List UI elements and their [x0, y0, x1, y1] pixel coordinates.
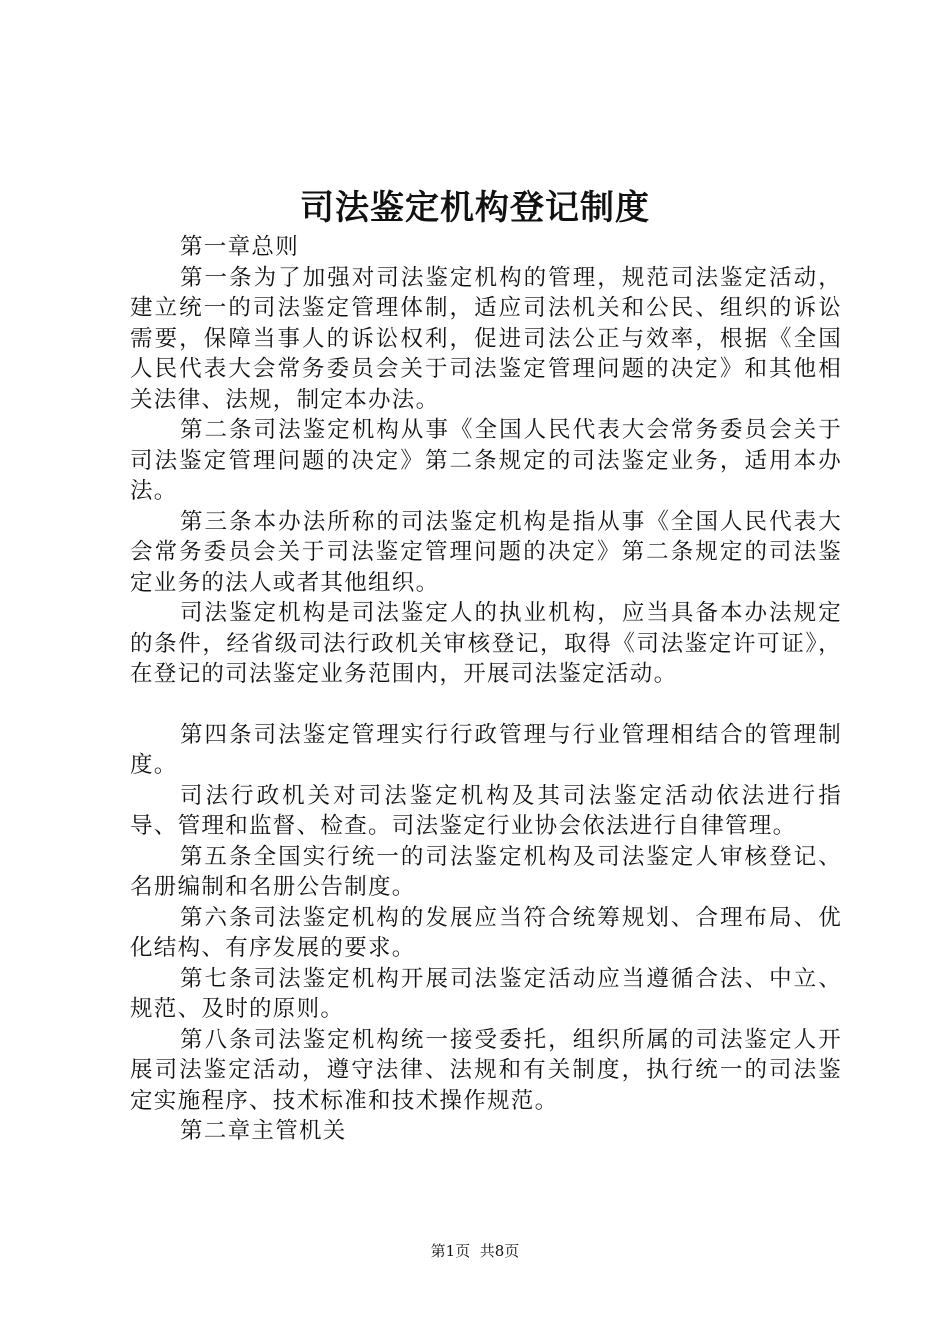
- page-number: 第1页: [430, 1242, 471, 1260]
- article-paragraph: 第三条本办法所称的司法鉴定机构是指从事《全国人民代表大会常务委员会关于司法鉴定管理问题的决定》第二条规定的司法鉴定业务的法人或者其他组织。: [130, 508, 842, 596]
- article-paragraph: 第七条司法鉴定机构开展司法鉴定活动应当遵循合法、中立、规范、及时的原则。: [130, 965, 842, 1022]
- article-paragraph: 第六条司法鉴定机构的发展应当符合统筹规划、合理布局、优化结构、有序发展的要求。: [130, 904, 842, 961]
- article-paragraph: 第八条司法鉴定机构统一接受委托，组织所属的司法鉴定人开展司法鉴定活动，遵守法律、法规和有关制度，执行统一的司法鉴定实施程序、技术标准和技术操作规范。: [130, 1026, 842, 1114]
- document-body: [130, 232, 842, 1147]
- article-paragraph: 第二条司法鉴定机构从事《全国人民代表大会常务委员会关于司法鉴定管理问题的决定》第二条规定的司法鉴定业务，适用本办法。: [130, 417, 842, 504]
- chapter-heading: 第二章主管机关: [180, 1118, 347, 1144]
- page-total: 共8页: [479, 1242, 520, 1260]
- chapter-heading: 第一章总则: [180, 234, 300, 260]
- document-title: 司法鉴定机构登记制度: [300, 188, 650, 228]
- article-paragraph: 第五条全国实行统一的司法鉴定机构及司法鉴定人审核登记、名册编制和名册公告制度。: [130, 843, 842, 900]
- article-paragraph: 司法鉴定机构是司法鉴定人的执业机构，应当具备本办法规定的条件，经省级司法行政机关审核登记，取得《司法鉴定许可证》，在登记的司法鉴定业务范围内，开展司法鉴定活动。: [130, 600, 842, 687]
- page-footer: [0, 1241, 950, 1261]
- article-paragraph: 司法行政机关对司法鉴定机构及其司法鉴定活动依法进行指导、管理和监督、检查。司法鉴定行业协会依法进行自律管理。: [130, 782, 842, 839]
- article-paragraph: 第四条司法鉴定管理实行行政管理与行业管理相结合的管理制度。: [130, 721, 842, 778]
- article-paragraph: 第一条为了加强对司法鉴定机构的管理，规范司法鉴定活动，建立统一的司法鉴定管理体制，适应司法机关和公民、组织的诉讼需要，保障当事人的诉讼权利，促进司法公正与效率，根据《全国人民代表大会常务委员会关于司法鉴定管理问题的决定》和其他相关法律、法规，制定本办法。: [130, 264, 842, 413]
